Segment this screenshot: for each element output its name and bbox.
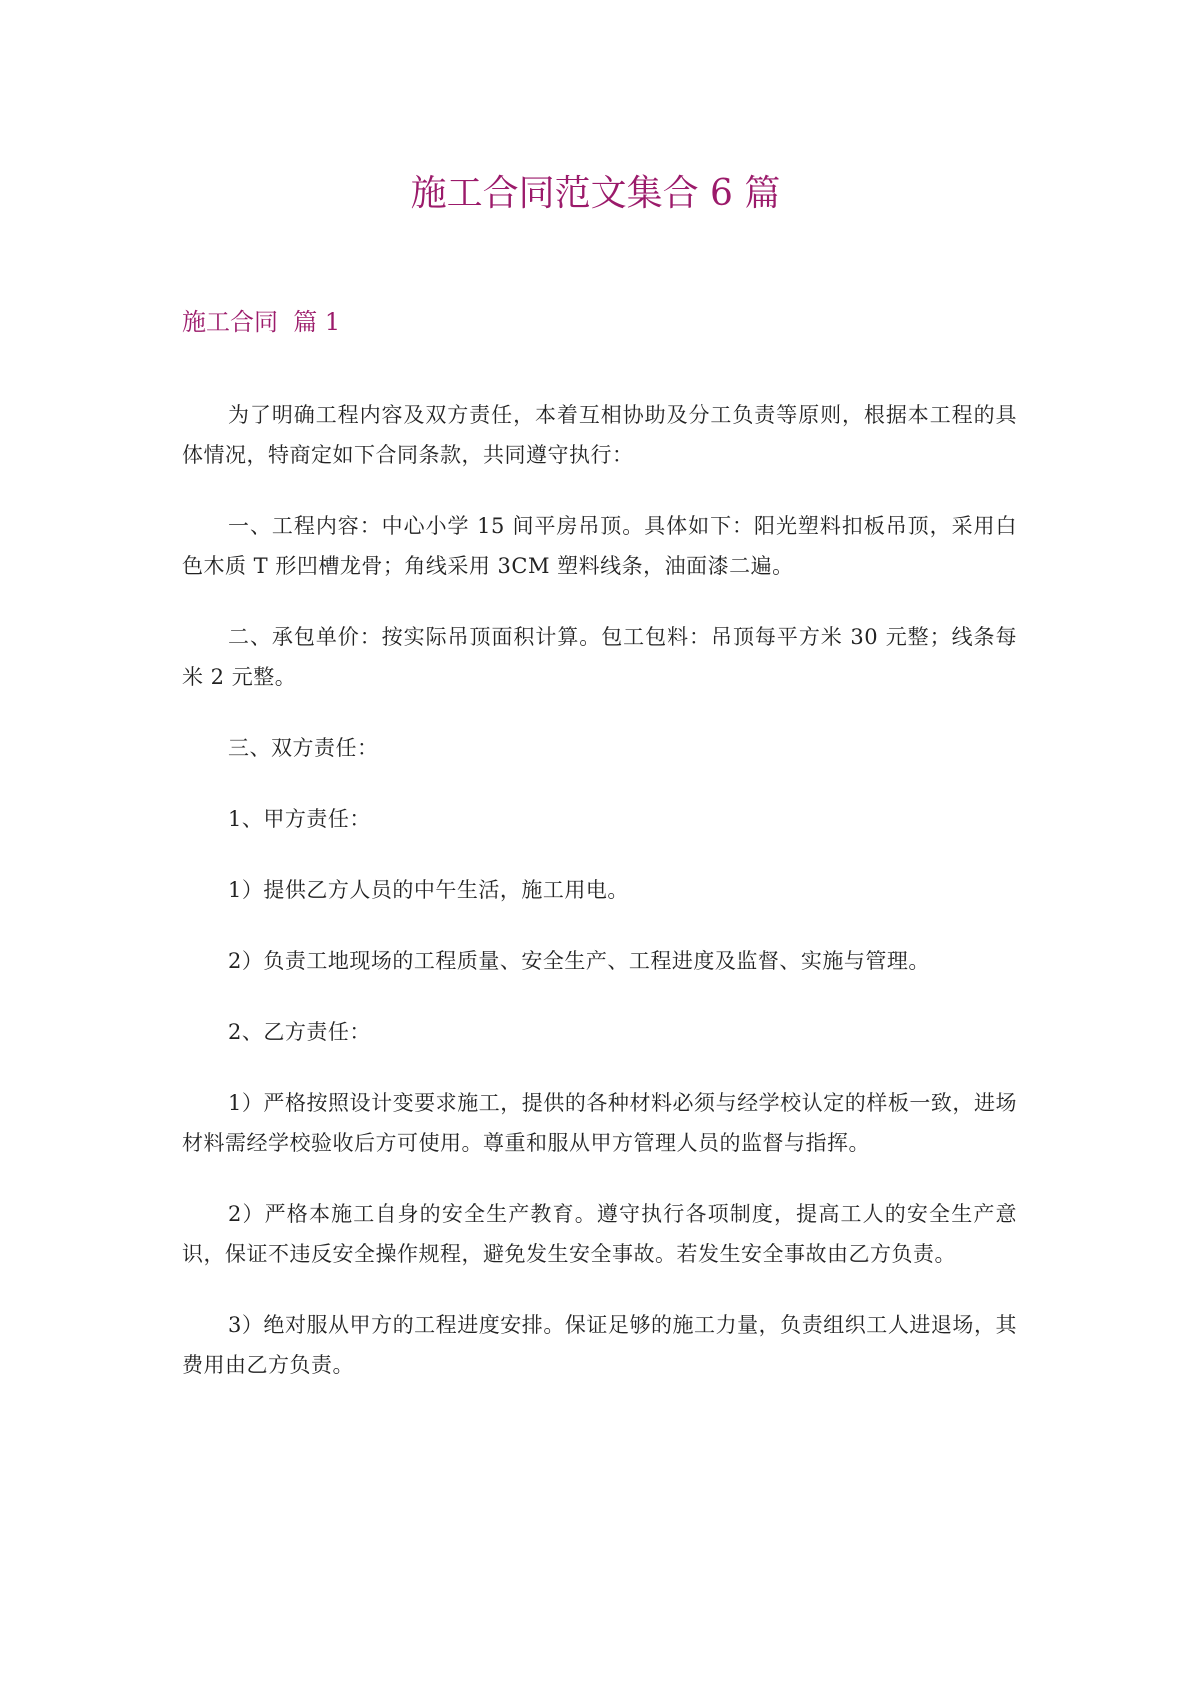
paragraph-party-b-heading: 2、乙方责任： xyxy=(228,1020,371,1044)
paragraph-clause-1: 一、工程内容：中心小学 15 间平房吊顶。具体如下：阳光塑料扣板吊顶，采用白色木质 T 形凹槽龙骨；角线采用 3CM 塑料线条，油面漆二遍。 xyxy=(182,514,1017,578)
section-heading: 施工合同 篇 1 xyxy=(182,308,341,336)
paragraph-party-b-item-3: 3）绝对服从甲方的工程进度安排。保证足够的施工力量，负责组织工人进退场，其费用由乙方负责。 xyxy=(182,1313,1017,1377)
paragraph-party-b-item-2: 2）严格本施工自身的安全生产教育。遵守执行各项制度，提高工人的安全生产意识，保证不违反安全操作规程，避免发生安全事故。若发生安全事故由乙方负责。 xyxy=(182,1202,1017,1266)
paragraph-intro: 为了明确工程内容及双方责任，本着互相协助及分工负责等原则，根据本工程的具体情况，特商定如下合同条款，共同遵守执行： xyxy=(182,403,1017,467)
document-body xyxy=(182,395,1017,1416)
paragraph-party-a-item-2: 2）负责工地现场的工程质量、安全生产、工程进度及监督、实施与管理。 xyxy=(228,949,930,973)
paragraph-clause-2: 二、承包单价：按实际吊顶面积计算。包工包料：吊顶每平方米 30 元整；线条每米 2 元整。 xyxy=(182,625,1017,689)
paragraph-clause-3: 三、双方责任： xyxy=(228,736,379,760)
paragraph-party-a-item-1: 1）提供乙方人员的中午生活，施工用电。 xyxy=(228,878,629,902)
paragraph-party-b-item-1: 1）严格按照设计变要求施工，提供的各种材料必须与经学校认定的样板一致，进场材料需经学校验收后方可使用。尊重和服从甲方管理人员的监督与指挥。 xyxy=(182,1091,1017,1155)
paragraph-party-a-heading: 1、甲方责任： xyxy=(228,807,371,831)
document-title: 施工合同范文集合 6 篇 xyxy=(410,173,781,214)
